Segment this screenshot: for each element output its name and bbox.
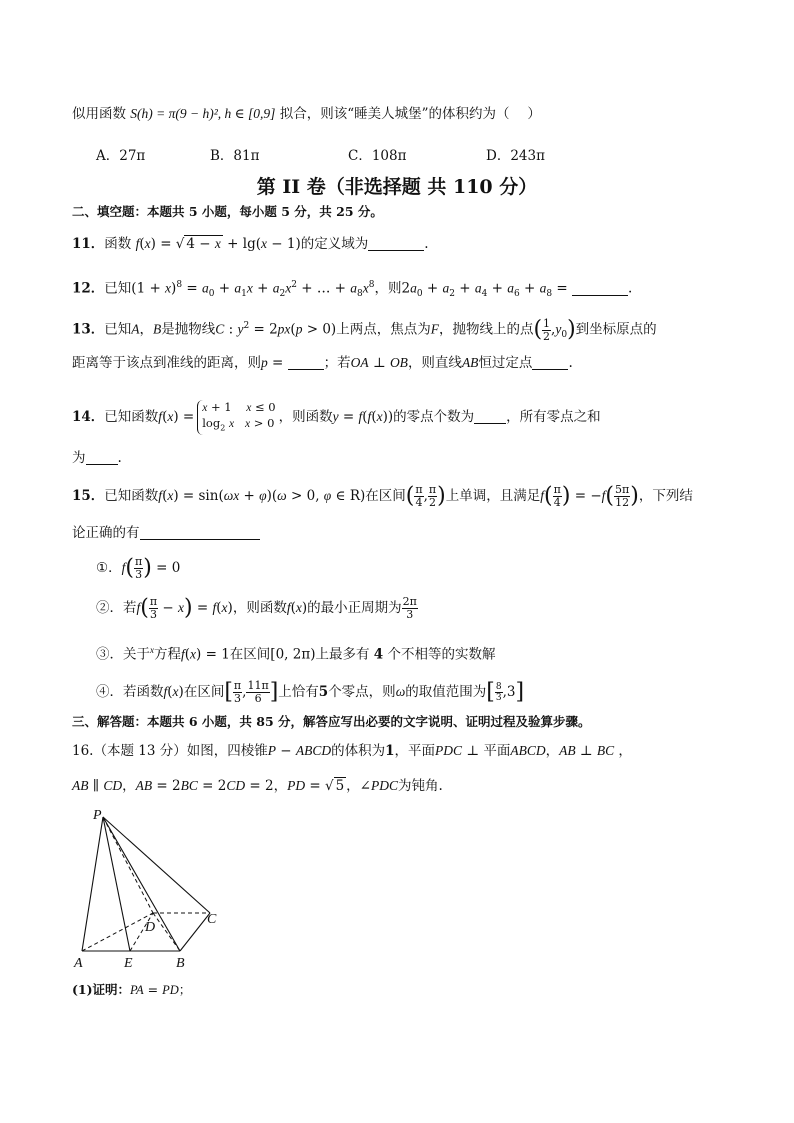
q15-opt2-text-c: 的最小正周期为	[307, 600, 402, 616]
q12-text-2: ，则	[374, 280, 402, 297]
q15-text-a: 已知函数	[104, 488, 159, 504]
q14-text-a: 已知函数	[104, 409, 159, 426]
q15-text-b: 在区间	[365, 488, 406, 504]
q13-text-b: 是抛物线	[161, 321, 216, 338]
q11-blank	[368, 236, 424, 251]
edge-AD	[82, 913, 156, 951]
edge-DB	[153, 913, 180, 951]
option-c: C．108π	[348, 148, 407, 164]
label-A: A	[74, 956, 83, 971]
q15-text-c: 上单调，且满足	[445, 488, 541, 504]
q14-text-b: ，则函数	[278, 409, 333, 426]
q16-text-a: 16.（本题 13 分）如图，四棱锥	[72, 743, 268, 759]
question-14-line-1: 14．已知函数f(x) =x + 1 x ≤ 0 $\log_2 x$ x > 0 ，则函数y = f(f(x))的零点个数为 ，所有零点之和	[72, 400, 601, 435]
q11-number: 11．	[72, 236, 105, 252]
q15-opt3-num: 4	[373, 646, 384, 663]
part-2-heading: 二、填空题：本题共 5 小题，每小题 5 分，共 25 分。	[72, 204, 383, 219]
edge-PA	[82, 817, 103, 951]
q16-text-i: ，	[346, 778, 360, 794]
q15-text-e: 论正确的有	[72, 525, 140, 541]
q13-text-a: 已知	[104, 321, 132, 338]
q13-blank-point	[532, 355, 568, 370]
q16-part1-label: (1)证明：	[72, 982, 131, 997]
q11-text: 函数	[104, 236, 132, 252]
edge-BC	[180, 913, 210, 951]
q15-opt4-text-f: 的取值范围为	[405, 684, 487, 700]
q16-part-1: (1)证明：PA = PD；	[72, 982, 192, 997]
q13-text-f: 距离等于该点到准线的距离，则	[72, 355, 261, 371]
question-15-line-2	[72, 523, 260, 543]
label-D: D	[145, 920, 156, 935]
label-E: E	[124, 956, 133, 971]
edge-PB	[103, 817, 180, 951]
q14-number: 14．	[72, 409, 105, 426]
q15-option-4: ④．若函数f(x)在区间[ $\frac{\pi}{3}$ , $\frac{11\pi}{6}$ ]上恰有5个零点，则ω的取值范围为[ $\frac{8}{3}$ ,3]	[96, 679, 525, 705]
question-16-line-1: 16.（本题 13 分）如图，四棱锥P − ABCD的体积为1，平面PDC ⊥ 平面ABCD，AB ⊥ BC ，	[72, 743, 632, 759]
q13-text-g: ；若	[323, 355, 351, 371]
q10-function: S(h) = π(9 − h)², h ∈ [0,9]	[130, 106, 276, 121]
q11-end: .	[424, 236, 429, 252]
question-13-line-2: 距离等于该点到准线的距离，则p = ；若OA ⊥ OB，则直线AB恒过定点 .	[72, 355, 573, 371]
q15-option-3: ③．关于$^x$方程f(x) = 1在区间[0, 2π)上最多有 4 个不相等的实数解	[96, 645, 496, 663]
option-d: D．243π	[486, 148, 545, 164]
q15-opt2-text-a: ②．若	[96, 600, 137, 616]
q16-text-g: ，	[122, 778, 136, 794]
q16-text-h: ，	[273, 778, 288, 794]
q16-text-f: ，	[545, 743, 560, 759]
q13-text-e: 到坐标原点的	[575, 321, 657, 338]
piecewise-brace: x + 1 x ≤ 0 $\log_2 x$ x > 0	[197, 400, 275, 435]
label-B: B	[176, 956, 185, 971]
section-2-title: 第 II 卷（非选择题 共 110 分）	[256, 176, 538, 198]
q15-opt3-text-f: 个不相等的实数解	[387, 646, 496, 663]
q12-number: 12．	[72, 280, 105, 297]
q10-text-post: 拟合，则该“睡美人城堡”的体积约为（ ）	[279, 106, 541, 122]
label-P: P	[93, 808, 102, 823]
q14-text-c: 的零点个数为	[393, 409, 475, 426]
q14-blank-sum	[86, 450, 118, 465]
q13-number: 13．	[72, 321, 105, 338]
question-11: 11．函数 f(x) = √ 4 − x + lg(x − 1)的定义域为 .	[72, 236, 429, 252]
q13-end: .	[568, 355, 573, 371]
q11-text-2: 的定义域为	[300, 236, 369, 252]
q15-option-1: ①．f( $\frac{\pi}{3}$ ) = 0	[96, 555, 181, 581]
q15-opt3-text-d: 上最多有	[315, 646, 370, 663]
q13-blank-p	[288, 355, 324, 370]
q16-text-d: ，平面	[394, 743, 436, 759]
q15-opt2-text-b: ，则函数	[232, 600, 287, 616]
q15-blank	[140, 525, 260, 540]
q16-text-j: 为钝角.	[397, 778, 443, 794]
q14-text-e: 为	[72, 450, 86, 466]
option-b: B．81π	[210, 148, 260, 164]
q15-opt4-text-a: ④．若函数	[96, 684, 164, 700]
q12-end: .	[628, 280, 633, 297]
q14-text-d: ，所有零点之和	[506, 409, 601, 426]
question-15-line-1: 15．已知函数f(x) = sin(ωx + φ)(ω > 0, φ ∈ R)在区间( $\frac{\pi}{4}$ , $\frac{\pi}{2}$ )上单调，且满足f( $\frac{\pi}{4}$ ) = −f( $\frac{5\pi}{12}$ )，下列结	[72, 483, 693, 509]
question-13-line-1: 13．已知A，B是抛物线C : $y^2 = 2px(p > 0)$上两点，焦点为F，抛物线上的点( $\frac{1}{2}$ $,y_0$)到坐标原点的	[72, 316, 657, 343]
q13-text-h: ，则直线	[407, 355, 462, 371]
q16-text-b: 的体积为	[331, 743, 386, 759]
q15-opt4-text-c: 上恰有	[278, 684, 319, 700]
q15-opt4-text-b: 在区间	[183, 684, 225, 700]
q10-tail-line	[72, 104, 541, 124]
q12-blank	[572, 281, 628, 296]
pyramid-figure	[70, 806, 240, 976]
q13-text-i: 恒过定点	[478, 355, 533, 371]
q13-text-c: 上两点，焦点为	[336, 321, 431, 338]
q15-option-2: ②．若f( $\frac{\pi}{3}$ − x) = f(x)，则函数f(x)的最小正周期为 $\frac{2\pi}{3}$	[96, 595, 417, 621]
q16-volume: 1	[385, 743, 395, 759]
question-14-line-2	[72, 448, 122, 468]
label-C: C	[207, 912, 217, 927]
option-a: A．27π	[96, 148, 146, 164]
q10-text-pre: 似用函数	[72, 106, 126, 122]
q15-opt1-label: ①．	[96, 560, 122, 576]
q13-text-d: ，抛物线上的点	[438, 321, 534, 338]
q15-opt4-text-e: 个零点，则	[328, 684, 396, 700]
question-12: 12．已知$(1 + x)^8 = a_0 + a_1x + a_2x^2$ + … + $a_8x^8$，则$2a_0 + a_2 + a_4 + a_6 + a_8$ = .	[72, 280, 633, 300]
question-16-line-2: AB ∥ CD，AB = 2BC = 2CD = 2，PD = √ 5 ，∠PDC为钝角.	[72, 778, 443, 794]
q14-blank-count	[474, 409, 506, 424]
q15-opt3-text-a: ③．关于	[96, 646, 150, 663]
q14-end: .	[117, 450, 122, 466]
q15-opt3-text-c: 在区间	[229, 646, 271, 663]
q15-text-d: ，下列结	[638, 488, 693, 504]
q15-opt4-num: 5	[318, 684, 329, 700]
q15-number: 15．	[72, 488, 105, 504]
q16-text-e: 平面	[483, 743, 511, 759]
edge-PD	[103, 817, 153, 913]
q16-part1-end: ；	[178, 982, 192, 997]
part-3-heading: 三、解答题：本题共 6 小题，共 85 分，解答应写出必要的文字说明、证明过程及验算步骤。	[72, 714, 591, 729]
q15-opt3-text-b: 方程	[154, 646, 181, 663]
q12-text: 已知	[104, 280, 132, 297]
